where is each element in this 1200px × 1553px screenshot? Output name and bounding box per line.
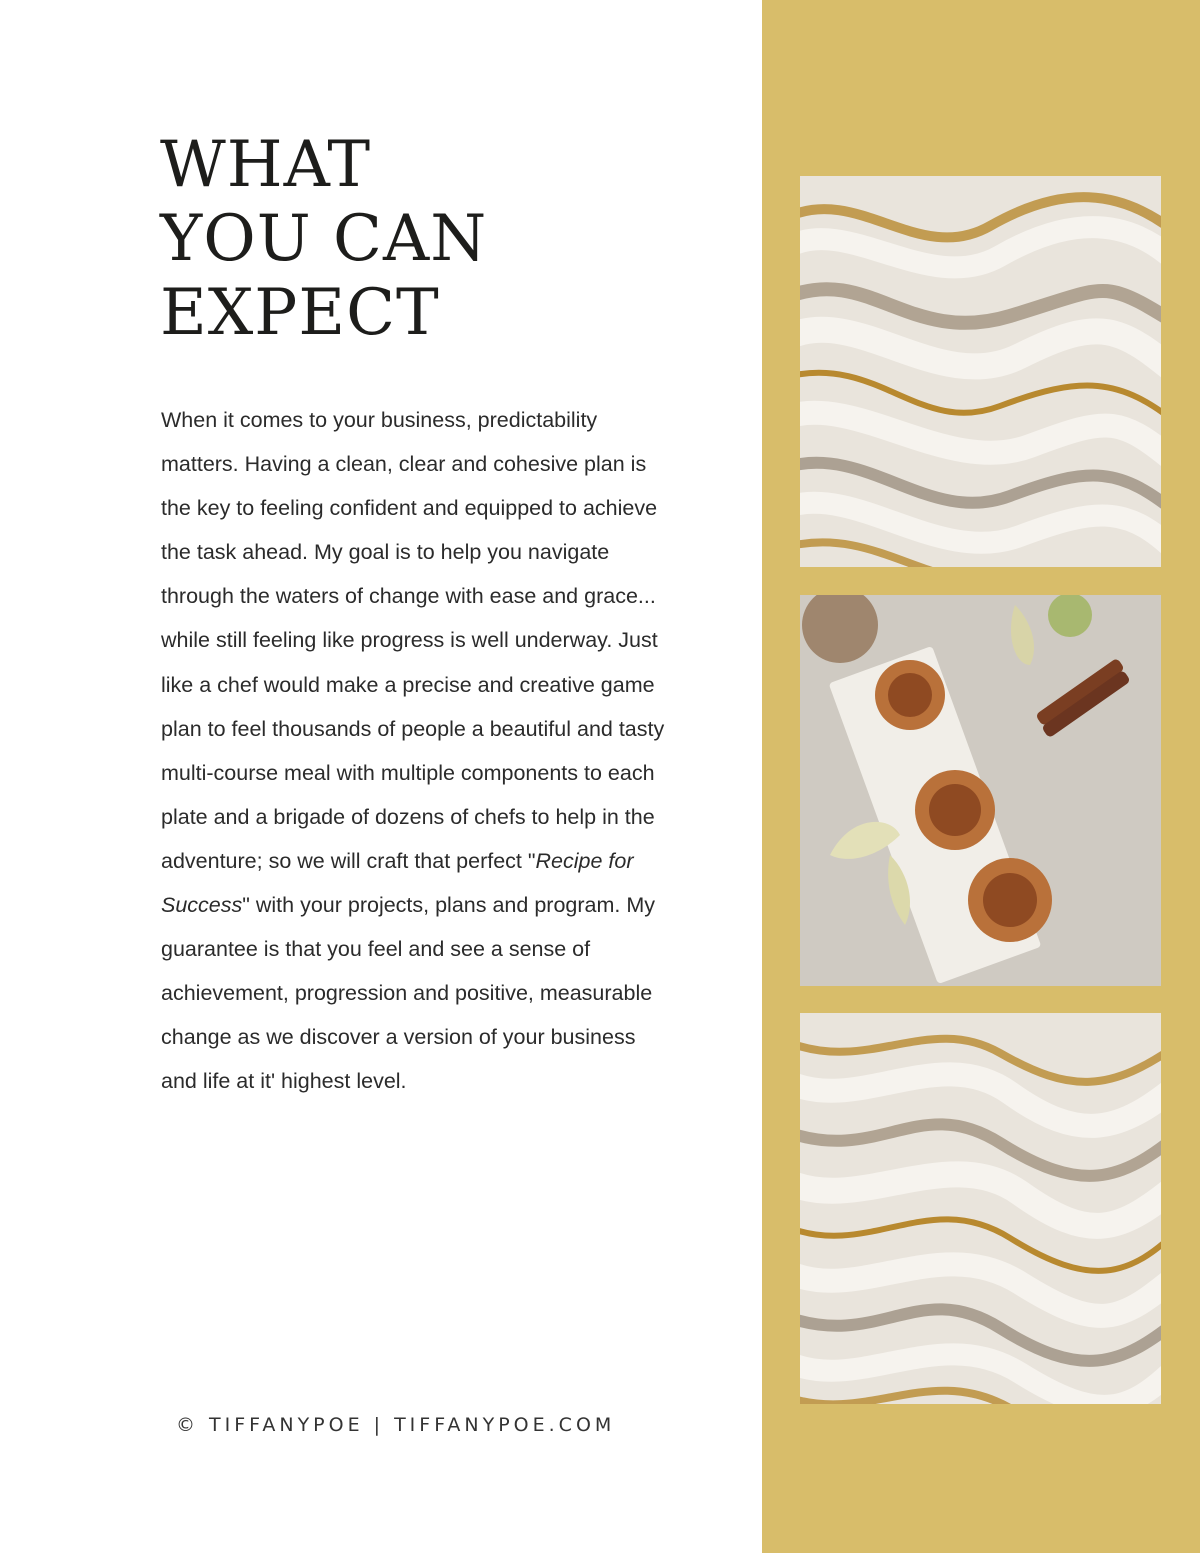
body-text-emphasis: Recipe for Success <box>161 848 634 918</box>
body-paragraph <box>161 398 671 1104</box>
footer-copyright: © TIFFANYPOE | TIFFANYPOE.COM <box>176 1414 616 1436</box>
title-line-2: YOU CAN <box>160 202 488 276</box>
page-title <box>160 128 487 350</box>
marble-texture-image-bottom <box>800 1013 1161 1404</box>
apple-tarts-image <box>800 595 1161 986</box>
title-line-1: WHAT <box>160 128 371 202</box>
body-text-part-1: When it comes to your business, predictability matters. Having a clean, clear and cohesive plan is the key to feeling confident and equipped to achieve the task ahead. My goal is to help you navigate through the waters of change with ease and grace... while still feeling like progress is well underway. Just like a chef would make a precise and creative game plan to feel thousands of people a beautiful and tasty multi-course meal with multiple components to each plate and a brigade of dozens of chefs to help in the adventure; so we will craft that perfect " <box>161 408 665 873</box>
body-text-part-2: " with your projects, plans and program. My guarantee is that you feel and see a sense of achievement, progression and positive, measurable change as we discover a version of your business and life at it' highest level. <box>161 893 655 1094</box>
title-line-3: EXPECT <box>160 276 440 350</box>
marble-texture-image-top <box>800 176 1161 567</box>
